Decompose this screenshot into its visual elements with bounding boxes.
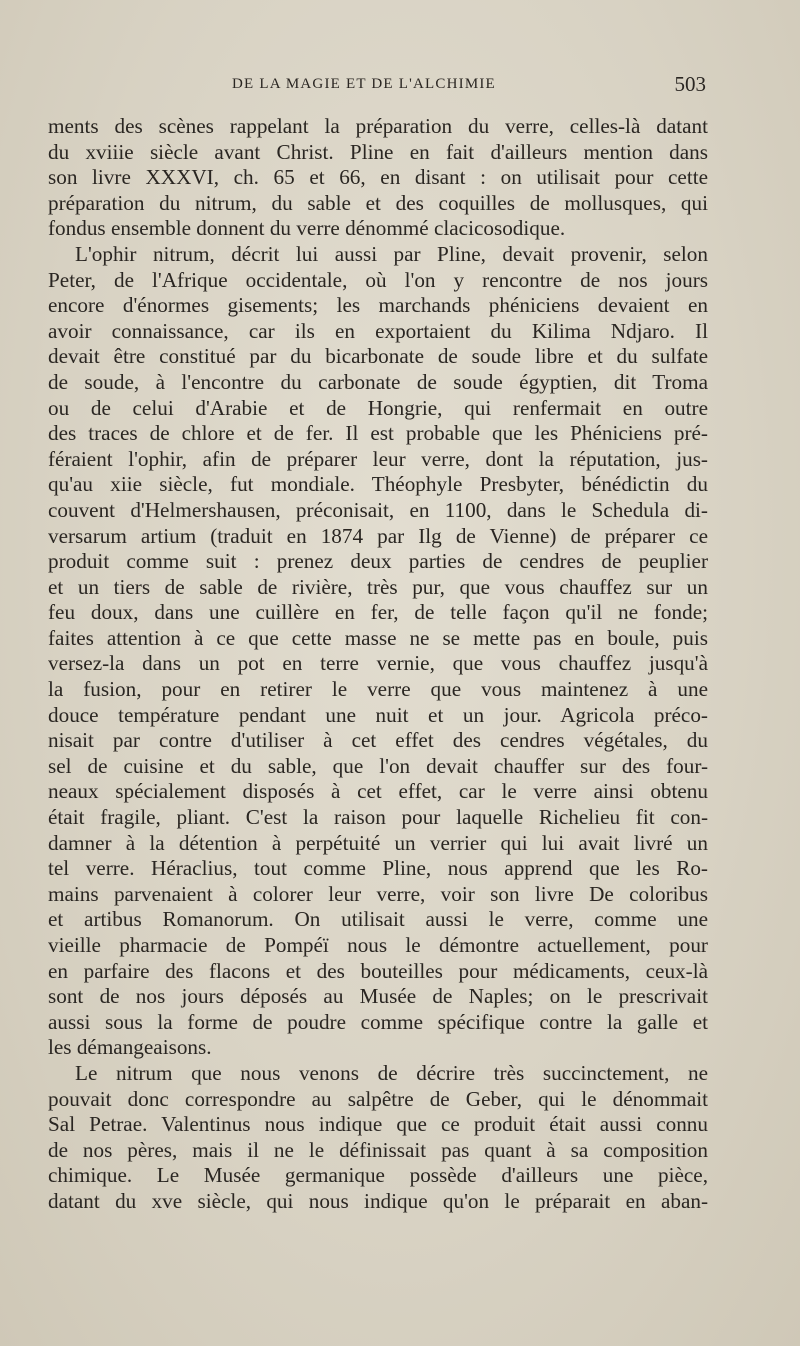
text-line: ments des scènes rappelant la préparation du verre, celles-là datant <box>48 114 708 138</box>
text-line: Le nitrum que nous venons de décrire très succinctement, ne <box>75 1060 708 1085</box>
text-line: avoir connaissance, car ils en exportaient du Kilima Ndjaro. Il <box>48 318 708 343</box>
text-line: versez-la dans un pot en terre vernie, que vous chauffez jusqu'à <box>48 651 708 676</box>
text-line: sel de cuisine et du sable, que l'on devait chauffer sur des four- <box>48 753 708 778</box>
text-line: et un tiers de sable de rivière, très pur, que vous chauffez sur un <box>48 574 708 599</box>
text-line: L'ophir nitrum, décrit lui aussi par Pline, devait provenir, selon <box>75 241 708 266</box>
text-line: Peter, de l'Afrique occidentale, où l'on y rencontre de nos jours <box>48 267 708 292</box>
text-line: damner à la détention à perpétuité un verrier qui lui avait livré un <box>48 830 708 855</box>
text-line: féraient l'ophir, afin de préparer leur verre, dont la réputation, jus- <box>48 446 708 471</box>
text-line: datant du xve siècle, qui nous indique qu'on le préparait en aban- <box>48 1188 708 1213</box>
text-line: chimique. Le Musée germanique possède d'ailleurs une pièce, <box>48 1163 708 1188</box>
text-line: nisait par contre d'utiliser à cet effet des cendres végétales, du <box>48 728 708 753</box>
text-line: versarum artium (traduit en 1874 par Ilg de Vienne) de préparer ce <box>48 523 708 548</box>
text-line: douce température pendant une nuit et un jour. Agricola préco- <box>48 702 708 727</box>
text-line: et artibus Romanorum. On utilisait aussi le verre, comme une <box>48 907 708 932</box>
text-line: aussi sous la forme de poudre comme spécifique contre la galle et <box>48 1009 708 1034</box>
text-line: encore d'énormes gisements; les marchands phéniciens devaient en <box>48 293 708 318</box>
text-line: son livre XXXVI, ch. 65 et 66, en disant : on utilisait pour cette <box>48 165 708 190</box>
text-line: neaux spécialement disposés à cet effet, car le verre ainsi obtenu <box>48 779 708 804</box>
text-line: des traces de chlore et de fer. Il est probable que les Phéniciens pré- <box>48 421 708 446</box>
text-line: qu'au xiie siècle, fut mondiale. Théophyle Presbyter, bénédictin du <box>48 472 708 497</box>
text-line: couvent d'Helmershausen, préconisait, en 1100, dans le Schedula di- <box>48 497 708 522</box>
text-line: vieille pharmacie de Pompéï nous le démontre actuellement, pour <box>48 933 708 957</box>
text-line: mains parvenaient à colorer leur verre, voir son livre De coloribus <box>48 881 708 906</box>
body-text <box>48 114 708 1215</box>
text-line: était fragile, pliant. C'est la raison pour laquelle Richelieu fit con- <box>48 805 708 830</box>
text-line: tel verre. Héraclius, tout comme Pline, nous apprend que les Ro- <box>48 856 708 881</box>
text-line: devait être constitué par du bicarbonate de soude libre et du sulfate <box>48 344 708 369</box>
text-line: sont de nos jours déposés au Musée de Naples; on le prescrivait <box>48 984 708 1009</box>
text-line: pouvait donc correspondre au salpêtre de Geber, qui le dénommait <box>48 1086 708 1111</box>
text-line: Sal Petrae. Valentinus nous indique que ce produit était aussi connu <box>48 1112 708 1137</box>
text-line: faites attention à ce que cette masse ne se mette pas en boule, puis <box>48 625 708 650</box>
running-title: DE LA MAGIE ET DE L'ALCHIMIE <box>232 76 496 92</box>
text-line: de nos pères, mais il ne le définissait pas quant à sa composition <box>48 1137 708 1162</box>
text-line: fondus ensemble donnent du verre dénommé clacicosodique. <box>48 216 566 241</box>
text-line: les démangeaisons. <box>48 1035 212 1060</box>
text-line: en parfaire des flacons et des bouteilles pour médicaments, ceux-là <box>48 958 708 983</box>
text-line: préparation du nitrum, du sable et des coquilles de mollusques, qui <box>48 190 708 215</box>
text-line: ou de celui d'Arabie et de Hongrie, qui renfermait en outre <box>48 395 708 420</box>
page-number: 503 <box>674 72 706 96</box>
text-line: de soude, à l'encontre du carbonate de soude égyptien, dit Troma <box>48 369 708 394</box>
text-line: la fusion, pour en retirer le verre que vous maintenez à une <box>48 677 708 702</box>
running-head <box>232 72 706 98</box>
text-line: produit comme suit : prenez deux parties de cendres de peuplier <box>48 549 708 574</box>
text-line: feu doux, dans une cuillère en fer, de telle façon qu'il ne fonde; <box>48 600 708 625</box>
text-line: du xviiie siècle avant Christ. Pline en fait d'ailleurs mention dans <box>48 139 708 164</box>
